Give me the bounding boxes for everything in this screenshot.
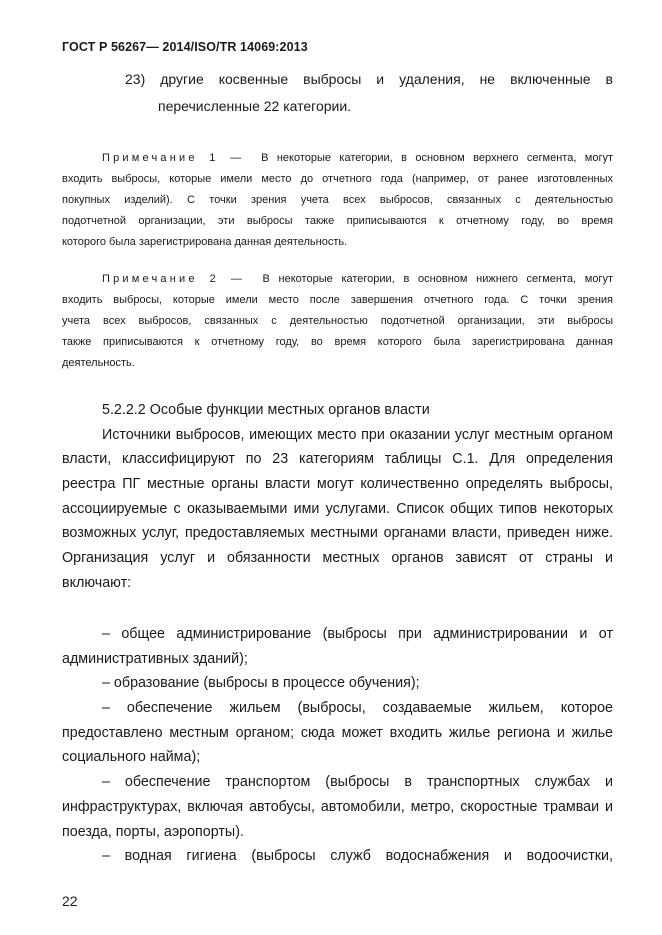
note-2-line-3: учета всех выбросов, связанных с деятельностью подотчетной организации, эти выбросы	[62, 315, 613, 327]
document-header: ГОСТ Р 56267— 2014/ISO/TR 14069:2013	[62, 40, 308, 54]
note-2	[62, 269, 613, 374]
section-line-7: включают:	[62, 574, 132, 591]
section-line-4: ассоциируемые с оказываемыми ими услугами. Список общих типов некоторых	[62, 500, 613, 517]
section-heading: 5.2.2.2 Особые функции местных органов власти	[102, 402, 430, 418]
list-item-23-line1: 23) другие косвенные выбросы и удаления, не включенные в	[125, 71, 613, 87]
note-2-line-4: также приписываются к отчетному году, во время которого была зарегистрирована данная	[62, 336, 613, 348]
note-1-label: Примечание 1 —	[102, 152, 245, 164]
section-line-6: Организация услуг и обязанности местных органов зависят от страны и	[62, 550, 613, 567]
note-2-line-2: входить выбросы, которые имели место после завершения отчетного года. С точки зрения	[62, 294, 613, 306]
note-2-label: Примечание 2 —	[102, 273, 246, 285]
list-item-4-line3: поезда, порты, аэропорты).	[62, 823, 244, 840]
note-1-line-2: входить выбросы, которые имели место до отчетного года (например, от ранее изготовленных	[62, 173, 613, 185]
section-line-1: Источники выбросов, имеющих место при оказании услуг местным органом	[102, 426, 613, 443]
list-item-2-line1: – образование (выбросы в процессе обучения);	[102, 675, 420, 692]
note-1-line-1: В некоторые категории, в основном верхнего сегмента, могут	[261, 152, 613, 164]
note-1-line-3: покупных изделий). С точки зрения учета всех выбросов, связанных с деятельностью	[62, 194, 613, 206]
list-item-5-line1: – водная гигиена (выбросы служб водоснабжения и водоочистки,	[102, 848, 613, 865]
services-list	[62, 622, 613, 869]
note-2-line-5: деятельность.	[62, 357, 135, 369]
list-item-4-line1: – обеспечение транспортом (выбросы в транспортных службах и	[102, 774, 613, 791]
list-item-1-line2: административных зданий);	[62, 650, 248, 667]
note-1-line-5: которого была зарегистрирована данная деятельность.	[62, 236, 348, 248]
list-item-3-line2: предоставлено местным органом; сюда может входить жилье региона и жилье	[62, 724, 613, 741]
list-item-1-line1: – общее администрирование (выбросы при администрировании и от	[102, 626, 613, 642]
section-line-2: власти, классифицируют по 23 категориям таблицы С.1. Для определения	[62, 451, 613, 468]
section-line-3: реестра ПГ местные органы власти могут количественно определять выбросы,	[62, 476, 613, 493]
section-line-5: возможных услуг, предоставляемых местными органами власти, приведен ниже.	[62, 525, 613, 542]
note-2-line-1: В некоторые категории, в основном нижнего сегмента, могут	[262, 273, 613, 285]
page-number: 22	[62, 893, 78, 909]
note-1-line-4: подотчетной организации, эти выбросы также приписываются к отчетному году, во время	[62, 215, 613, 227]
section-5-2-2-2	[62, 398, 613, 596]
note-1	[62, 148, 613, 253]
list-item-3-line1: – обеспечение жильем (выбросы, создаваемые жильем, которое	[102, 700, 613, 717]
list-item-4-line2: инфраструктурах, включая автобусы, автомобили, метро, скоростные трамваи и	[62, 798, 613, 815]
list-item-23-line2: перечисленные 22 категории.	[158, 98, 352, 114]
list-item-3-line3: социального найма);	[62, 749, 201, 766]
